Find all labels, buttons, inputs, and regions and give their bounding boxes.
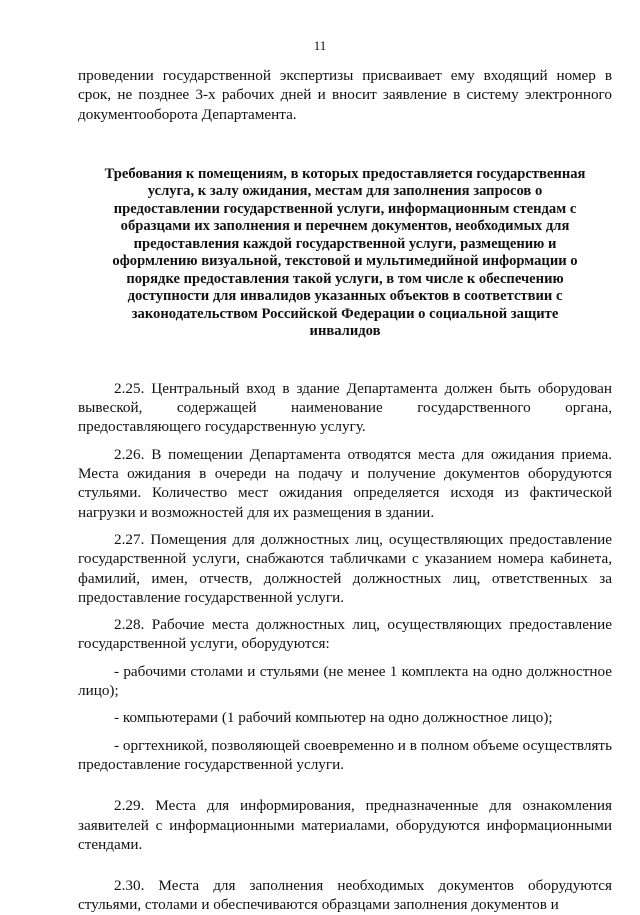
paragraph-2-25: 2.25. Центральный вход в здание Департамента должен быть оборудован вывеской, содержащей наименование государственного органа, предоставляющего государственную услугу. — [78, 379, 612, 436]
paragraph-2-26: 2.26. В помещении Департамента отводятся места для ожидания приема. Места ожидания в очереди на подачу и получение документов оборудуются стульями. Количество мест ожидания определяется исходя из фактической нагрузки и возможностей для их размещения в здании. — [78, 445, 612, 521]
list-item-computers: - компьютерами (1 рабочий компьютер на одно должностное лицо); — [114, 709, 553, 727]
list-item-desks: - рабочими столами и стульями (не менее 1 комплекта на одно должностное лицо); — [78, 662, 612, 700]
paragraph-2-27: 2.27. Помещения для должностных лиц, осуществляющих предоставление государственной услуги, снабжаются табличками с указанием номера кабинета, фамилий, имен, отчеств, должностей должностных лиц, ответственных за предоставление государственной услуги. — [78, 530, 612, 606]
paragraph-2-30: 2.30. Места для заполнения необходимых документов оборудуются стульями, столами и обеспечиваются образцами заполнения документов и — [78, 877, 612, 914]
paragraph-2-29: 2.29. Места для информирования, предназначенные для ознакомления заявителей с информационными материалами, оборудуются информационными стендами. — [78, 797, 612, 853]
intro-paragraph: проведении государственной экспертизы присваивает ему входящий номер в срок, не позднее 3-х рабочих дней и вносит заявление в систему электронного документооборота Департамента. — [78, 67, 612, 123]
section-heading: Требования к помещениям, в которых предоставляется государственная услуга, к залу ожидания, местам для заполнения запросов о предоставлении государственной услуги, информационным стендам с образцами их заполнения и перечнем документов, необходимых для предоставления каждой государственной услуги, размещению и оформлению визуальной, текстовой и мультимедийной информации о порядке предоставления такой услуги, в том числе к обеспечению доступности для инвалидов указанных объектов в соответствии с законодательством Российской Федерации о социальной защите инвалидов — [104, 165, 586, 340]
page-number: 11 — [313, 38, 327, 53]
paragraph-2-28: 2.28. Рабочие места должностных лиц, осуществляющих предоставление государственной услуги, оборудуются: — [78, 616, 612, 653]
list-item-office-equipment: - оргтехникой, позволяющей своевременно и в полном объеме осуществлять предоставление государственной услуги. — [78, 736, 612, 773]
document-body — [78, 66, 612, 915]
